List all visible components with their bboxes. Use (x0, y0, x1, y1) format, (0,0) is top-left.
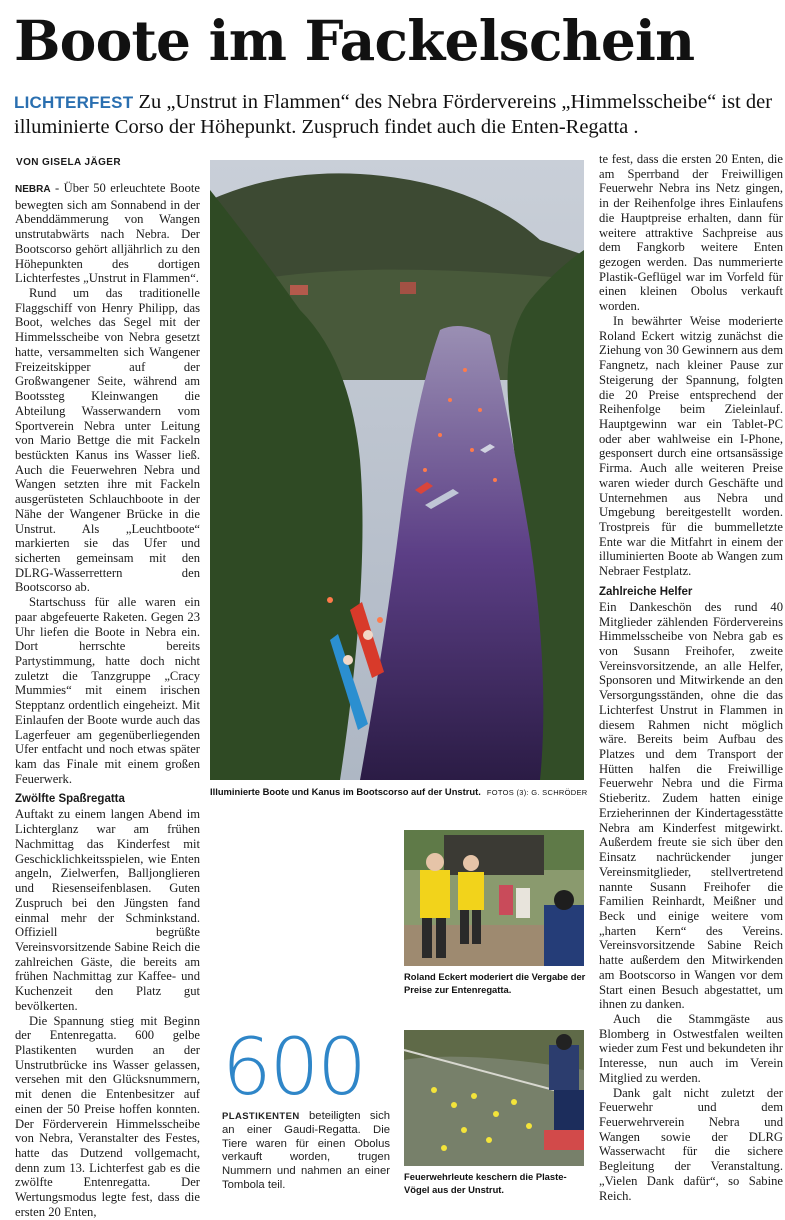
photo-moderator (404, 830, 584, 966)
factbox-number: 600 (222, 1023, 365, 1113)
paragraph: Auch die Stammgäste aus Blomberg in Ostwestfalen weilten wieder zum Fest und bekundeten ihr Interesse, nun auch im Verein Mitglied zu werden. (599, 1011, 783, 1085)
paragraph: Auftakt zu einem langen Abend im Lichterglanz war am frühen Nachmittag das Kinderfest mit Geschicklichkeitsspielen, wie Enten angeln, Zielwerfen, Balljonglieren und Riesenseifenblasen. Guten Zuspruch bei den Jüngsten fand einmal mehr der Schminkstand. Offiziell begrüßte Vereinsvorsitzende Sabine Reich die zahlreichen Gäste, die bereits am frühen Nachmittag zur Kaffee- und Kuchenzeit den Platz gut bevölkerten. (15, 807, 200, 1013)
paragraph: Dank galt nicht zuletzt der Feuerwehr und dem Feuerwehrverein Nebra und Wangen sowie der DLRG Wasserwacht für die sichere Begleitung der Veranstaltung. „Vielen Dank dafür“, so Sabine Reich. (599, 1085, 783, 1203)
paragraph: NEBRA - Über 50 erleuchtete Boote bewegten sich am Sonnabend in der Abenddämmerung von Wangen unstrutabwärts nach Nebra. Der Bootscorso gehört alljährlich zu den Höhepunkten des dortigen Lichterfestes „Unstrut in Flammen“. (15, 181, 200, 286)
paragraph: Rund um das traditionelle Flaggschiff von Henry Philipp, das Boot, welches das Segel mit der Himmelsscheibe von Nebra gesetzt hatte, versammelten sich Wangener Freizeitskipper auf der Großwangener Seite, während am Bootssteg Kleinwangen die Abteilung Wasserwandern vom Sportverein Nebra unter Leitung von Mario Bettge die mit Fackeln bestückten Kanus ins Wasser ließ. Auch die Feuerwehren Nebra und Wangen setzten ihre mit Fackeln ausgerüsteten Schlauchboote in der Nähe der Wangener Brücke in die Unstrut. Als „Leuchtboote“ markierten sie das Ufer und sicherten gemeinsam mit den DLRG-Wasserrettern den Bootscorso ab. (15, 286, 200, 595)
photo-caption-main: Illuminierte Boote und Kanus im Bootscorso auf der Unstrut. FOTOS (3): G. SCHRÖDER (210, 786, 588, 797)
subheading: Zahlreiche Helfer (599, 585, 693, 598)
kicker: LICHTERFEST (14, 93, 134, 112)
subheading: Zwölfte Spaßregatta (15, 793, 125, 806)
article-column-3 (599, 152, 783, 1203)
paragraph: In bewährter Weise moderierte Roland Eckert witzig zunächst die Ziehung von 30 Gewinnern aus dem Fangnetz, nach kleiner Pause zur Steigerung der Spannung, folgten die 20 Preise entsprechend der Reihenfolge beim Zieleinlauf. Hauptgewinn war ein Tablet-PC oder aber wahlweise ein I-Phone, gesponsert durch eine ortsansässige Firma. Auch alle weiteren Preise waren wieder durch Geschäfte und Unternehmen aus Nebra und Umgebung bereitgestellt worden. Trostpreis für die bummelletzte Ente war die Mitfahrt in einem der illuminierten Boote ab Wangen zum Nebraer Festplatz. (599, 313, 783, 579)
dateline: NEBRA (15, 184, 51, 195)
headline: Boote im Fackelschein (14, 8, 695, 73)
photo-caption-netting: Feuerwehrleute keschern die Plaste-Vögel aus der Unstrut. (404, 1171, 567, 1195)
factbox-text: beteiligten sich an einer Gaudi-Regatta. Die Tiere waren für einen Obolus verkauft worden, trugen Nummern und nahmen an einer Tombola teil. (222, 1110, 390, 1191)
photo-boat-corso (210, 160, 584, 780)
paragraph: Startschuss für alle waren ein paar abgefeuerte Raketen. Gegen 23 Uhr liefen die Boote in Nebra ein. Dort herrschte bereits Partystimmung, hatte doch nicht zuletzt die Tanzgruppe „Cracy Mummies“ mit einem irischen Stepptanz ordentlich eingeheizt. Mit Einlaufen der Boote wurde auch das Lagerfeuer am gegenüberliegenden Ufer entfacht und noch etwas später kam das Finale mit einem großen Feuerwerk. (15, 595, 200, 786)
article-column-1 (15, 181, 200, 1219)
paragraph: Die Spannung stieg mit Beginn der Entenregatta. 600 gelbe Plastikenten wurden an der Unstrutbrücke ins Wasser gelassen, versehen mit den Glücksnummern, mit denen die Entenbesitzer auf einen der 50 Preise hoffen konnten. Der Förderverein Himmelsscheibe von Nebra, Veranstalter des Festes, hatte das Dutzend vollgemacht, denn zum 13. Lichterfest gab es die zwölfte Entenregatta. Der Wertungsmodus legte fest, dass die ersten 20 Enten, (15, 1013, 200, 1219)
paragraph: Ein Dankeschön des rund 40 Mitglieder zählenden Fördervereins Himmelsscheibe von Nebra gab es von Susann Freihofer, zweite Vereinsvorsitzende, an alle Helfer, Sponsoren und Mitwirkende an den Versorgungsständen, ohne die das Lichterfest Unstrut in Flammen in diesem Rahmen nicht möglich wäre. Bereits beim Aufbau des Platzes und dem Transport der Hütten halfen die Freiwillige Feuerwehr Nebra und die Firma Stieberitz. Zudem hatten einige Erzieherinnen der Kindertagesstätte Nebra am Kinderfest mitgewirkt. Außerdem freute sie sich über den Einsatz nachrückender junger Vereinsmitglieder, stellvertretend nannte Susann Freihofer die Familien Reinhardt, Meißner und Beck und einige weitere vom „harten Kern“ des Vereins. Vereinsvorsitzende Sabine Reich hatte außerdem den Mitwirkenden am Bootscorso in Wangen vor dem Start einen Besuch abgestattet, um ihnen zu danken. (599, 599, 783, 1012)
photo-duck-netting (404, 1030, 584, 1166)
photo-caption-moderator: Roland Eckert moderiert die Vergabe der Preise zur Entenregatta. (404, 971, 586, 995)
paragraph: te fest, dass die ersten 20 Enten, die am Sperrband der Freiwilligen Feuerwehr Nebra ins Netz gingen, in der Reihenfolge ihres Einlaufens die Hauptpreise erhalten, dann für weitere attraktive Sachpreise aus dem Fangkorb weitere Enten gezogen werden. Das nummerierte Plastik-Geflügel war im Vorfeld für einen kleinen Obolus verkauft worden. (599, 152, 783, 314)
factbox (222, 1110, 390, 1193)
factbox-keyword: PLASTIKENTEN (222, 1111, 300, 1122)
byline: VON GISELA JÄGER (16, 157, 121, 168)
deck (14, 90, 776, 139)
photo-credit: FOTOS (3): G. SCHRÖDER (486, 788, 588, 797)
deck-text: Zu „Unstrut in Flammen“ des Nebra Fördervereins „Himmelsscheibe“ ist der illuminierte Corso der Höhepunkt. Zuspruch findet auch die Enten-Regatta . (14, 91, 773, 138)
